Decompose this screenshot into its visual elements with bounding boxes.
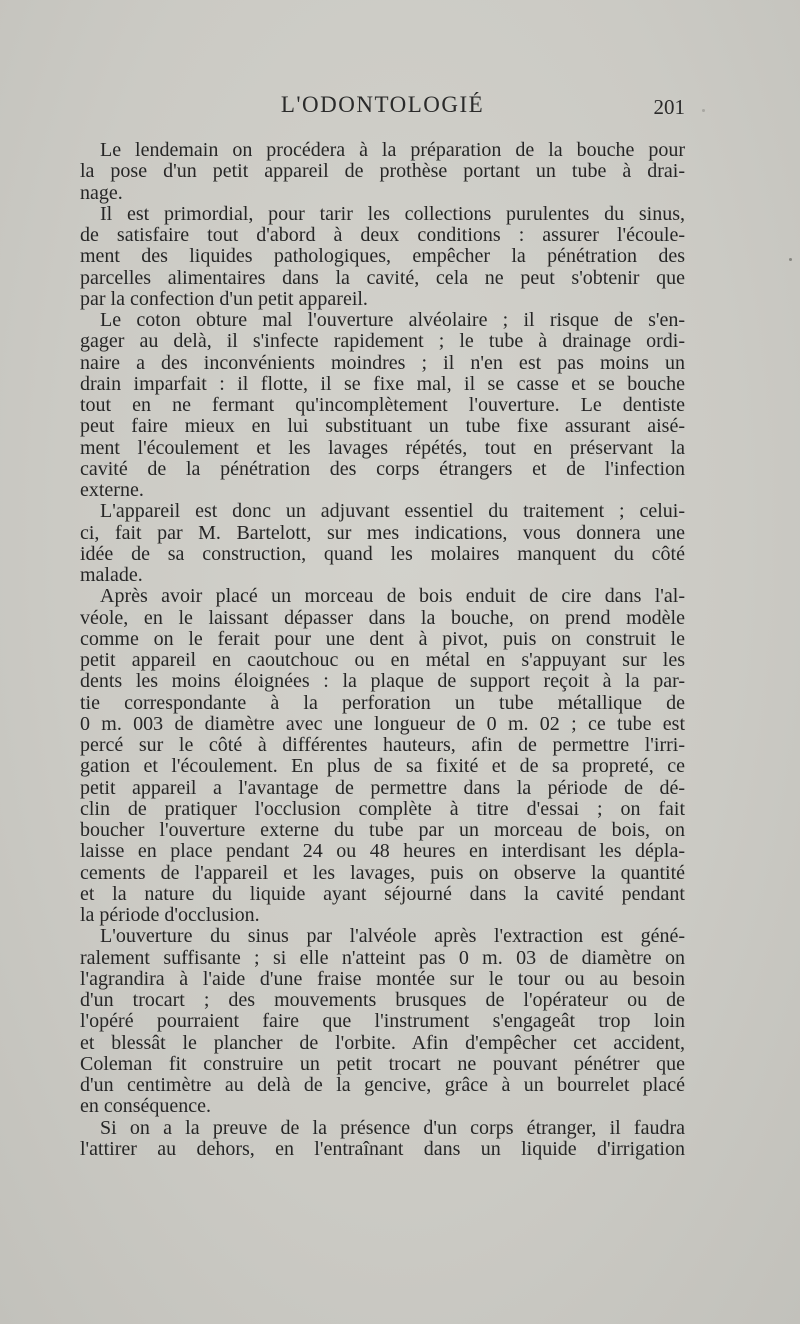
- text-line: de satisfaire tout d'abord à deux conditions : assurer l'écoule-: [80, 224, 685, 246]
- paragraph: [80, 310, 685, 501]
- text-line: gation et l'écoulement. En plus de sa fixité et de sa propreté, ce: [80, 755, 685, 778]
- text-line: cements de l'appareil et les lavages, puis on observe la quantité: [80, 861, 685, 884]
- text-line: Le lendemain on procédera à la préparation de la bouche pour: [100, 139, 685, 161]
- page-number: 201: [653, 95, 685, 119]
- text-line: Après avoir placé un morceau de bois enduit de cire dans l'al-: [100, 585, 685, 608]
- text-line: et blessât le plancher de l'orbite. Afin d'empêcher cet accident,: [80, 1031, 685, 1054]
- text-line: laisse en place pendant 24 ou 48 heures en interdisant les dépla-: [80, 840, 685, 863]
- text-line: et la nature du liquide ayant séjourné dans la cavité pendant: [80, 882, 685, 905]
- text-line: ment des liquides pathologiques, empêcher la pénétration des: [80, 245, 685, 268]
- text-line: petit appareil en caoutchouc ou en métal en s'appuyant sur les: [80, 649, 685, 671]
- text-line: ci, fait par M. Bartelott, sur mes indications, vous donnera une: [80, 521, 685, 544]
- text-line: ralement suffisante ; si elle n'atteint pas 0 m. 03 de diamètre on: [80, 946, 685, 969]
- text-line: la période d'occlusion.: [80, 904, 260, 926]
- text-line: L'ouverture du sinus par l'alvéole après l'extraction est géné-: [100, 925, 685, 948]
- body-text: [80, 140, 685, 1160]
- text-line: malade.: [80, 564, 143, 586]
- text-line: l'opéré pourraient faire que l'instrument s'engageât trop loin: [80, 1010, 685, 1033]
- text-line: clin de pratiquer l'occlusion complète à titre d'essai ; on fait: [80, 797, 685, 820]
- text-line: dents les moins éloignées : la plaque de support reçoit à la par-: [80, 670, 685, 693]
- running-title: L'ODONTOLOGIÉ: [280, 92, 485, 117]
- text-line: boucher l'ouverture externe du tube par un morceau de bois, on: [80, 819, 685, 841]
- text-line: véole, en le laissant dépasser dans la bouche, on prend modèle: [80, 606, 685, 629]
- text-line: 0 m. 003 de diamètre avec une longueur de 0 m. 02 ; ce tube est: [80, 712, 685, 735]
- paragraph: [80, 586, 685, 926]
- paragraph: [80, 926, 685, 1117]
- text-line: naire a des inconvénients moindres ; il n'en est pas moins un: [80, 351, 685, 374]
- text-line: peut faire mieux en lui substituant un tube fixe assurant aisé-: [80, 415, 685, 438]
- running-header: [80, 92, 685, 132]
- text-line: l'attirer au dehors, en l'entraînant dans un liquide d'irrigation: [80, 1137, 685, 1160]
- text-line: comme on le ferait pour une dent à pivot, puis on construit le: [80, 627, 685, 650]
- text-line: externe.: [80, 479, 144, 501]
- text-line: percé sur le côté à différentes hauteurs, afin de permettre l'irri-: [80, 734, 685, 756]
- text-line: tout en ne fermant qu'incomplètement l'ouverture. Le dentiste: [80, 394, 685, 416]
- paper-speck: [789, 258, 792, 261]
- text-line: parcelles alimentaires dans la cavité, cela ne peut s'obtenir que: [80, 266, 685, 289]
- text-line: Si on a la preuve de la présence d'un corps étranger, il faudra: [100, 1116, 685, 1139]
- paper-speck: [702, 109, 705, 112]
- text-line: par la confection d'un petit appareil.: [80, 287, 368, 310]
- text-line: nage.: [80, 181, 123, 204]
- paragraph: [80, 501, 685, 586]
- text-line: d'un trocart ; des mouvements brusques de l'opérateur ou de: [80, 989, 685, 1011]
- text-line: L'appareil est donc un adjuvant essentiel du traitement ; celui-: [100, 500, 685, 523]
- text-line: gager au delà, il s'infecte rapidement ; le tube à drainage ordi-: [80, 330, 685, 353]
- text-line: Coleman fit construire un petit trocart ne pouvant pénétrer que: [80, 1052, 685, 1075]
- text-line: drain imparfait : il flotte, il se fixe mal, il se casse et se bouche: [80, 372, 685, 395]
- text-line: Il est primordial, pour tarir les collections purulentes du sinus,: [100, 202, 685, 225]
- text-line: cavité de la pénétration des corps étrangers et de l'infection: [80, 457, 685, 480]
- text-line: l'agrandira à l'aide d'une fraise montée sur le tour ou au besoin: [80, 967, 685, 990]
- paragraph: [80, 1118, 685, 1161]
- paragraph: [80, 140, 685, 204]
- text-line: tie correspondante à la perforation un tube métallique de: [80, 691, 685, 714]
- text-line: Le coton obture mal l'ouverture alvéolaire ; il risque de s'en-: [100, 309, 685, 331]
- text-line: la pose d'un petit appareil de prothèse portant un tube à drai-: [80, 160, 685, 183]
- paragraph: [80, 204, 685, 310]
- text-line: ment l'écoulement et les lavages répétés, tout en préservant la: [80, 436, 685, 459]
- text-line: d'un centimètre au delà de la gencive, grâce à un bourrelet placé: [80, 1074, 685, 1096]
- text-line: petit appareil a l'avantage de permettre dans la période de dé-: [80, 776, 685, 799]
- text-line: idée de sa construction, quand les molaires manquent du côté: [80, 542, 685, 565]
- text-line: en conséquence.: [80, 1095, 212, 1118]
